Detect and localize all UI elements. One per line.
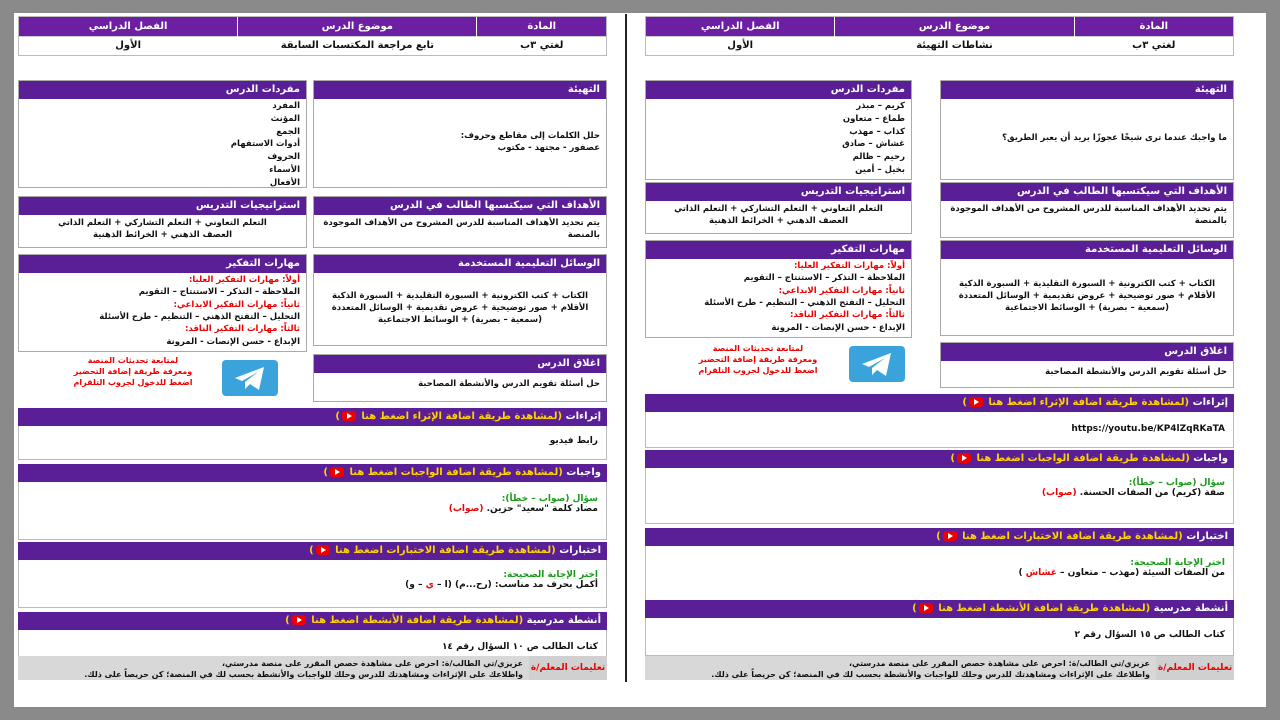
enrichment-band (645, 394, 1234, 412)
enrichment-title: إثراءات (565, 411, 601, 422)
thinking-line: الإبداع - حسن الإنصات - المرونة (166, 336, 300, 347)
vocab-item: المفرد (272, 101, 300, 111)
tests-content (645, 546, 1234, 602)
activities-link[interactable]: (لمشاهدة طريقة اضافة الأنشطة اضغط هنا (938, 603, 1151, 614)
youtube-icon[interactable] (919, 603, 933, 613)
enrichment-band (18, 408, 607, 426)
telegram-text-line: لمتابعة تحديثات المنصة (712, 344, 804, 353)
vocab-item: الأسماء (269, 164, 300, 175)
closing-text: حل أسئلة تقويم الدرس والأنشطة المصاحبة (418, 379, 600, 389)
telegram-icon[interactable] (849, 346, 905, 382)
semester-value: الأول (19, 36, 237, 55)
intro-title: التهيئة (314, 81, 606, 99)
test-label: اختر الإجابة الصحيحة: (503, 570, 598, 580)
activities-band (18, 612, 607, 630)
youtube-icon[interactable] (969, 397, 983, 407)
enrichment-link[interactable]: (لمشاهدة طريقة اضافة الإثراء اضغط هنا (988, 397, 1190, 408)
media-line: الأقلام + صور توضيحية + عروض تقديمية + الوسائل المتعددة (958, 291, 1216, 302)
paren-close: ) (335, 411, 340, 422)
homework-content (645, 468, 1234, 524)
activities-content: كتاب الطالب ص ١٥ السؤال رقم ٢ (645, 618, 1234, 656)
telegram-icon[interactable] (222, 360, 278, 396)
media-line: الكتاب + كتب الكترونية + السبورة التقليدية + السبورة الذكية (959, 279, 1215, 290)
activities-title: أنشطة مدرسية (1153, 603, 1228, 614)
vocab-box (645, 80, 912, 180)
intro-box (313, 80, 607, 188)
thinking-title: مهارات التفكير (19, 255, 306, 273)
activities-title: أنشطة مدرسية (526, 615, 601, 626)
teacher-instructions (645, 656, 1234, 680)
thinking-heading: ثانياً: مهارات التفكير الابداعي: (778, 285, 905, 296)
telegram-text-line: ومعرفة طريقة إضافة التحضير (698, 354, 818, 364)
youtube-icon[interactable] (943, 531, 957, 541)
vocab-item: بخيل – أمين (855, 164, 905, 175)
media-title: الوسائل التعليمية المستخدمة (314, 255, 606, 273)
thinking-heading: أولاً: مهارات التفكير العليا: (793, 261, 905, 271)
intro-content (314, 99, 606, 187)
vocab-title: مفردات الدرس (646, 81, 911, 99)
homework-question: صفة (كريم) من الصفات الحسنة. (1079, 488, 1225, 498)
youtube-icon[interactable] (957, 453, 971, 463)
teacher-text (645, 656, 1156, 680)
vocab-item: المؤنث (270, 113, 300, 124)
lesson-page-left (18, 16, 607, 680)
enrichment-title: إثراءات (1192, 397, 1228, 408)
intro-title: التهيئة (941, 81, 1233, 99)
telegram-text-line: اضغط للدخول لجروب التلقرام (698, 365, 818, 375)
tests-band (18, 542, 607, 560)
topic-value: تابع مراجعة المكتسبات السابقة (238, 36, 476, 55)
media-line: (سمعية – بصرية) + الوسائط الاجتماعية (1004, 302, 1170, 313)
enrichment-link[interactable]: (لمشاهدة طريقة اضافة الإثراء اضغط هنا (361, 411, 563, 422)
telegram-text-line: لمتابعة تحديثات المنصة (87, 356, 179, 365)
homework-question: مضاد كلمة "سعيد" حزين. (486, 504, 598, 514)
teacher-instructions (18, 656, 607, 680)
tests-link[interactable]: (لمشاهدة طريقة اضافة الاختبارات اضغط هنا (962, 531, 1183, 542)
semester-header: الفصل الدراسي (646, 17, 834, 36)
intro-box (940, 80, 1234, 180)
lesson-header (645, 16, 1234, 56)
homework-title: واجبات (1193, 453, 1228, 464)
closing-title: اغلاق الدرس (314, 355, 606, 373)
homework-link[interactable]: (لمشاهدة طريقة اضافة الواجبات اضغط هنا (976, 453, 1190, 464)
intro-line: ما واجبك عندما ترى شيخًا عجوزًا يريد أن يعبر الطريق؟ (1002, 133, 1227, 144)
test-question: أكمل بحرف مد مناسب: (ر‌ح...م) (455, 580, 598, 590)
topic-header: موضوع الدرس (835, 17, 1073, 36)
strategies-line: التعلم التعاوني + التعلم التشاركي + التعلم الذاتي (58, 218, 267, 228)
tests-band (645, 528, 1234, 546)
test-answer: غشاش (1025, 568, 1057, 578)
tests-link[interactable]: (لمشاهدة طريقة اضافة الاختبارات اضغط هنا (335, 545, 556, 556)
subject-column (476, 17, 606, 55)
subject-value: لغتي ٣ب (1075, 36, 1233, 55)
page-divider (625, 14, 627, 682)
vocab-item: رحيم – ظالم (852, 152, 905, 162)
thinking-line: الإبداع - حسن الإنصات - المرونة (771, 322, 905, 333)
youtube-icon[interactable] (292, 615, 306, 625)
thinking-heading: ثالثاً: مهارات التفكير الناقد: (790, 310, 905, 321)
thinking-heading: ثانياً: مهارات التفكير الابداعي: (173, 299, 300, 310)
homework-title: واجبات (566, 467, 601, 478)
activities-content: كتاب الطالب ص ١٠ السؤال رقم ١٤ (18, 630, 607, 666)
media-box (313, 254, 607, 346)
teacher-line: واطلاعك على الإثراءات ومشاهدتك للدرس وحلك للواجبات والأنشطة بحسب لك في المنصة؛ كن حريصاً على ذلك. (84, 669, 523, 679)
thinking-title: مهارات التفكير (646, 241, 911, 259)
goals-title: الأهداف التي سيكتسبها الطالب في الدرس (314, 197, 606, 215)
semester-header: الفصل الدراسي (19, 17, 237, 36)
topic-column (237, 17, 476, 55)
strategies-text (646, 201, 911, 231)
thinking-line: الملاحظة – التذكر – الاستنتاج – التقويم (138, 287, 300, 298)
closing-title: اغلاق الدرس (941, 343, 1233, 361)
test-label: اختر الإجابة الصحيحة: (1130, 558, 1225, 568)
paren-close: ) (323, 467, 328, 478)
vocab-item: الأفعال (269, 177, 300, 188)
teacher-text (18, 656, 529, 680)
media-title: الوسائل التعليمية المستخدمة (941, 241, 1233, 259)
thinking-text (19, 273, 306, 351)
closing-box (313, 354, 607, 402)
teacher-label: تعليمات المعلم/ة (529, 656, 607, 680)
subject-header: المادة (477, 17, 606, 36)
teacher-label: تعليمات المعلم/ة (1156, 656, 1234, 680)
homework-label: سؤال (صواب – خطأ): (501, 494, 598, 504)
paren-close: ) (950, 453, 955, 464)
strategies-title: استراتيجيات التدريس (646, 183, 911, 201)
homework-answer: (صواب) (1041, 488, 1077, 498)
media-text (314, 273, 606, 345)
strategies-title: استراتيجيات التدريس (19, 197, 306, 215)
strategies-line: العصف الذهني + الخرائط الذهنية (92, 229, 233, 240)
thinking-text (646, 259, 911, 337)
media-text (941, 259, 1233, 335)
test-options: (ا – (437, 580, 452, 590)
subject-header: المادة (1075, 17, 1233, 36)
telegram-group-link[interactable] (48, 356, 218, 388)
goals-title: الأهداف التي سيكتسبها الطالب في الدرس (941, 183, 1233, 201)
youtube-icon[interactable] (330, 467, 344, 477)
teacher-line: عزيزي/تي الطالب/ة: احرص على مشاهدة حصص المقرر على منصة مدرستي، (222, 659, 523, 668)
activities-band (645, 600, 1234, 618)
intro-line: حلل الكلمات إلى مقاطع وحروف: (460, 131, 600, 142)
paren-close: ) (936, 531, 941, 542)
topic-column (834, 17, 1073, 55)
activities-link[interactable]: (لمشاهدة طريقة اضافة الأنشطة اضغط هنا (311, 615, 524, 626)
enrichment-url[interactable]: https://youtu.be/KP4lZqRKaTA (645, 412, 1234, 448)
topic-value: نشاطات التهيئة (835, 36, 1073, 55)
thinking-line: التحليل – التفتح الذهني – التنظيم - طرح الأسئلة (704, 297, 905, 308)
vocab-item: الجمع (276, 126, 300, 137)
vocab-item: أدوات الاستفهام (230, 139, 300, 150)
paren-close: ) (912, 603, 917, 614)
vocab-box (18, 80, 307, 188)
semester-column (19, 17, 237, 55)
vocab-item: كذاب – مهذب (849, 126, 905, 137)
test-question: من الصفات السيئة (مهذب – متعاون – (1060, 568, 1225, 578)
vocab-item: طماع – متعاون (842, 113, 905, 124)
homework-answer: (صواب) (448, 504, 484, 514)
test-close: ) (1018, 568, 1023, 578)
tests-content (18, 560, 607, 608)
subject-column (1074, 17, 1233, 55)
homework-band (18, 464, 607, 482)
homework-content (18, 482, 607, 540)
thinking-heading: ثالثاً: مهارات التفكير الناقد: (185, 324, 300, 335)
closing-box (940, 342, 1234, 388)
paren-close: ) (962, 397, 967, 408)
strategies-line: التعلم التعاوني + التعلم التشاركي + التعلم الذاتي (674, 204, 883, 214)
vocab-item: كريم – مبذر (856, 101, 905, 111)
vocab-item: الحروف (267, 152, 300, 162)
goals-box (940, 182, 1234, 238)
tests-title: اختبارات (1186, 531, 1228, 542)
lesson-page-right (645, 16, 1234, 680)
intro-line: عصفور - مجتهد - مكتوب (497, 143, 600, 153)
strategies-text (19, 215, 306, 245)
media-line: الكتاب + كتب الكترونية + السبورة التقليدية + السبورة الذكية (332, 291, 588, 302)
topic-header: موضوع الدرس (238, 17, 476, 36)
homework-band (645, 450, 1234, 468)
telegram-group-link[interactable] (673, 344, 843, 376)
goals-text: يتم تحديد الأهداف المناسبة للدرس المشروح من الأهداف الموجودة بالمنصة (323, 218, 600, 240)
closing-text: حل أسئلة تقويم الدرس والأنشطة المصاحبة (1045, 367, 1227, 377)
enrichment-content: رابط فيديو (18, 426, 607, 460)
vocab-item: غشاش – صادق (842, 139, 905, 150)
goals-text: يتم تحديد الأهداف المناسبة للدرس المشروح من الأهداف الموجودة بالمنصة (950, 204, 1227, 226)
media-line: (سمعية – بصرية) + الوسائط الاجتماعية (377, 314, 543, 325)
teacher-line: عزيزي/تي الطالب/ة: احرص على مشاهدة حصص المقرر على منصة مدرستي، (849, 659, 1150, 668)
goals-box (313, 196, 607, 248)
thinking-box (18, 254, 307, 352)
media-line: الأقلام + صور توضيحية + عروض تقديمية + الوسائل المتعددة (331, 303, 589, 314)
homework-label: سؤال (صواب – خطأ): (1128, 478, 1225, 488)
youtube-icon[interactable] (316, 545, 330, 555)
intro-content (941, 99, 1233, 179)
lesson-header (18, 16, 607, 56)
semester-column (646, 17, 834, 55)
telegram-text-line: ومعرفة طريقة إضافة التحضير (73, 366, 193, 376)
homework-link[interactable]: (لمشاهدة طريقة اضافة الواجبات اضغط هنا (349, 467, 563, 478)
vocab-title: مفردات الدرس (19, 81, 306, 99)
teacher-line: واطلاعك على الإثراءات ومشاهدتك للدرس وحلك للواجبات والأنشطة بحسب لك في المنصة؛ كن حريصاً على ذلك. (711, 669, 1150, 679)
media-box (940, 240, 1234, 336)
test-options: – و) (405, 580, 423, 590)
youtube-icon[interactable] (342, 411, 356, 421)
strategies-line: العصف الذهني + الخرائط الذهنية (708, 215, 849, 226)
telegram-text-line: اضغط للدخول لجروب التلقرام (73, 377, 193, 387)
paren-close: ) (285, 615, 290, 626)
strategies-box (645, 182, 912, 234)
test-answer: ي (425, 580, 434, 590)
semester-value: الأول (646, 36, 834, 55)
vocab-list (646, 99, 911, 180)
tests-title: اختبارات (559, 545, 601, 556)
strategies-box (18, 196, 307, 248)
thinking-line: التحليل – التفتح الذهني – التنظيم - طرح الأسئلة (99, 311, 300, 322)
paren-close: ) (309, 545, 314, 556)
thinking-heading: أولاً: مهارات التفكير العليا: (188, 275, 300, 285)
thinking-box (645, 240, 912, 338)
subject-value: لغتي ٣ب (477, 36, 606, 55)
vocab-list (19, 99, 306, 192)
thinking-line: الملاحظة – التذكر – الاستنتاج – التقويم (743, 273, 905, 284)
